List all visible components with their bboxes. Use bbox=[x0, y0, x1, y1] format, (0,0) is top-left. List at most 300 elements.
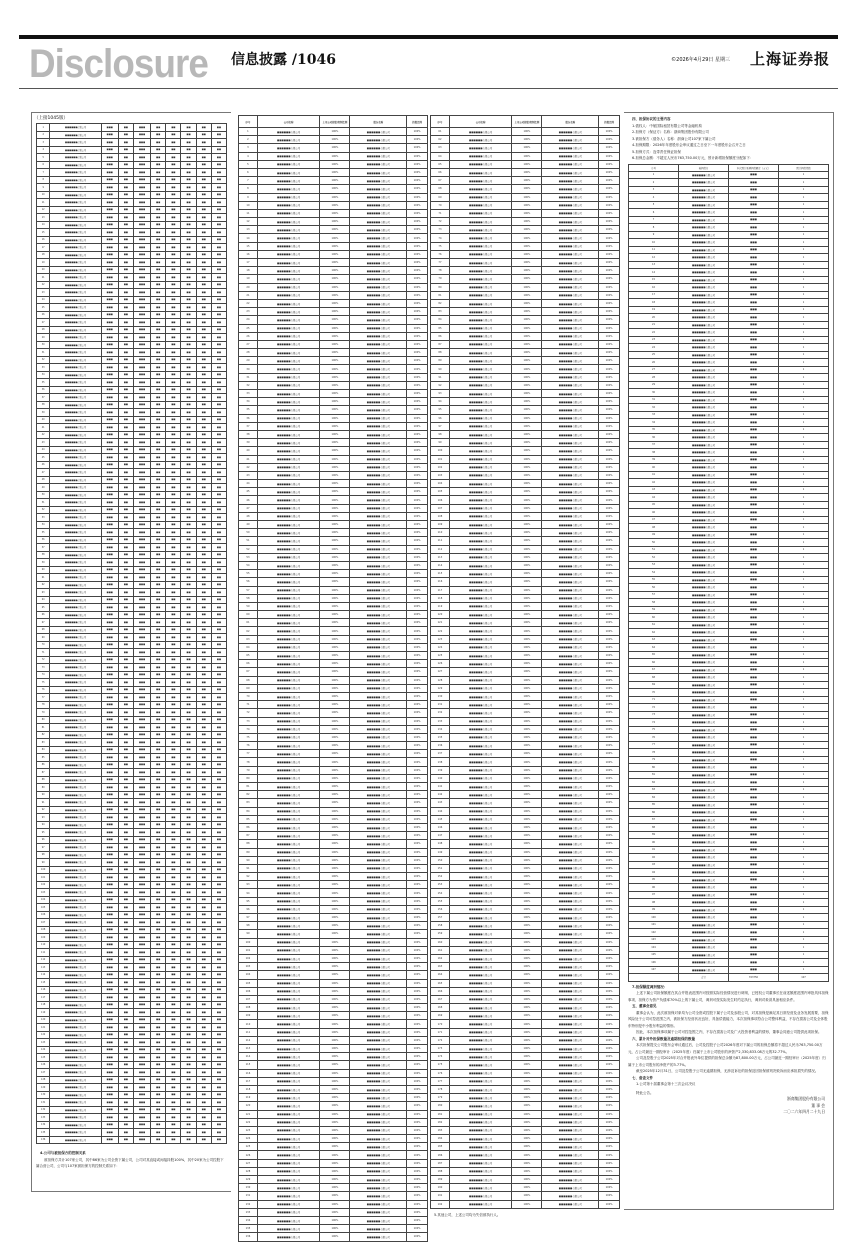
table-cell: ■■■■■■有限公司 bbox=[542, 299, 599, 307]
table-cell: ■■■■■■有限公司 bbox=[350, 594, 407, 602]
table-cell: ■■■ bbox=[133, 1084, 150, 1092]
table-cell: ■■ bbox=[211, 221, 226, 229]
table-cell: ■■ bbox=[166, 1016, 181, 1024]
table-cell: ■■■ bbox=[101, 964, 118, 972]
table-cell: ■■ bbox=[181, 911, 196, 919]
table-cell: ■■■■■■有限公司 bbox=[542, 791, 599, 799]
table-cell: ■■■■■■有限公司 bbox=[350, 864, 407, 872]
table-cell: ■■ bbox=[181, 319, 196, 327]
table-cell: ■■ bbox=[150, 259, 165, 267]
table-row bbox=[239, 742, 428, 750]
table-cell: 105 bbox=[431, 488, 450, 496]
table-cell: ■■ bbox=[166, 866, 181, 874]
table-cell: ■■■■■■有限公司 bbox=[449, 1110, 511, 1118]
table-cell: 100% bbox=[599, 471, 620, 479]
table-row bbox=[37, 724, 227, 732]
table-row bbox=[431, 1036, 620, 1044]
table-row bbox=[431, 242, 620, 250]
table-cell: ■■ bbox=[211, 806, 226, 814]
table-cell: ■■ bbox=[150, 476, 165, 484]
table-row bbox=[629, 651, 829, 659]
table-cell: 110 bbox=[239, 1020, 258, 1028]
table-cell: ■■■■■■有限公司 bbox=[679, 764, 729, 772]
table-header-row bbox=[431, 116, 620, 128]
table-cell: ■■■ bbox=[101, 191, 118, 199]
table-cell: ■■ bbox=[181, 529, 196, 537]
table-row bbox=[431, 725, 620, 733]
table-cell: ■■ bbox=[211, 724, 226, 732]
table-row bbox=[629, 216, 829, 224]
table-cell: ■■■■■■有限公司 bbox=[679, 329, 729, 337]
table-cell: 84 bbox=[431, 316, 450, 324]
table-cell: ■■ bbox=[196, 1106, 211, 1114]
table-cell: ■■ bbox=[181, 1001, 196, 1009]
table-cell: 100% bbox=[599, 422, 620, 430]
table-cell: 100% bbox=[512, 471, 542, 479]
table-cell: 100% bbox=[599, 529, 620, 537]
table-cell: ■■■■■■有限公司 bbox=[542, 349, 599, 357]
table-cell: ■■ bbox=[166, 514, 181, 522]
table-cell: ■■ bbox=[196, 836, 211, 844]
table-cell: 100% bbox=[599, 774, 620, 782]
table-cell: ■■ bbox=[150, 836, 165, 844]
table-cell: 100% bbox=[599, 291, 620, 299]
table-row bbox=[629, 629, 829, 637]
table-cell: 46 bbox=[239, 496, 258, 504]
table-row bbox=[629, 569, 829, 577]
table-cell: ■■■■■■有限公司 bbox=[449, 758, 511, 766]
table-cell: ■■ bbox=[196, 506, 211, 514]
table-cell: 118 bbox=[431, 594, 450, 602]
table-cell: 100% bbox=[407, 168, 428, 176]
table-row bbox=[431, 733, 620, 741]
table-cell: ■■ bbox=[196, 236, 211, 244]
table-cell: ■■■ bbox=[101, 851, 118, 859]
table-cell: ■■■■■■有限公司 bbox=[50, 431, 101, 439]
table-cell: ■■■ bbox=[133, 934, 150, 942]
table-cell: 85 bbox=[629, 801, 679, 809]
table-cell: ■■ bbox=[150, 386, 165, 394]
table-cell: 100% bbox=[512, 873, 542, 881]
table-cell: ■■■ bbox=[133, 776, 150, 784]
table-cell: ■■■■■■有限公司 bbox=[50, 544, 101, 552]
table-row bbox=[37, 1091, 227, 1099]
table-cell: ■■■■■■有限公司 bbox=[542, 177, 599, 185]
table-cell: ■■ bbox=[166, 656, 181, 664]
table-cell: 149 bbox=[431, 848, 450, 856]
table-cell: 100% bbox=[320, 897, 350, 905]
table-cell: 100% bbox=[407, 750, 428, 758]
table-cell: ■■■■■■有限公司 bbox=[50, 686, 101, 694]
table-cell: ■■ bbox=[150, 686, 165, 694]
table-row bbox=[629, 351, 829, 359]
table-cell: 1 bbox=[37, 124, 50, 132]
table-cell: ■■■ bbox=[133, 439, 150, 447]
table-cell: 96 bbox=[629, 884, 679, 892]
table-cell: 1 bbox=[779, 741, 829, 749]
column-header: 上市公司持股/控制比例 bbox=[512, 116, 542, 128]
table-cell: ■■ bbox=[150, 371, 165, 379]
table-cell: ■■■■■■有限公司 bbox=[50, 296, 101, 304]
table-cell: 100% bbox=[407, 209, 428, 217]
table-cell: ■■■ bbox=[101, 236, 118, 244]
table-cell: ■■ bbox=[181, 244, 196, 252]
table-row bbox=[239, 758, 428, 766]
table-cell: ■■■ bbox=[729, 471, 779, 479]
table-cell: ■■■ bbox=[133, 476, 150, 484]
table-cell: ■■■ bbox=[133, 1054, 150, 1062]
table-row bbox=[629, 336, 829, 344]
table-cell: ■■ bbox=[196, 341, 211, 349]
table-cell: ■■■ bbox=[729, 734, 779, 742]
table-cell: ■■ bbox=[181, 581, 196, 589]
table-cell: ■■ bbox=[181, 1024, 196, 1032]
table-row bbox=[239, 537, 428, 545]
table-cell: ■■■■■■有限公司 bbox=[50, 881, 101, 889]
table-cell: 98 bbox=[629, 899, 679, 907]
table-row bbox=[629, 201, 829, 209]
table-cell: ■■■■■■有限公司 bbox=[449, 832, 511, 840]
table-cell: ■■ bbox=[166, 626, 181, 634]
table-cell: ■■■■■■有限公司 bbox=[350, 815, 407, 823]
table-cell: ■■■■■■有限公司 bbox=[449, 905, 511, 913]
table-cell: 100% bbox=[599, 324, 620, 332]
table-cell: ■■■ bbox=[101, 341, 118, 349]
table-cell: ■■ bbox=[211, 446, 226, 454]
table-cell: ■■ bbox=[166, 244, 181, 252]
table-cell: ■■■■■■有限公司 bbox=[449, 742, 511, 750]
table-cell: ■■ bbox=[118, 349, 133, 357]
table-row bbox=[629, 876, 829, 884]
signature-block bbox=[624, 1090, 833, 1116]
table-cell: ■■■ bbox=[729, 929, 779, 937]
table-cell: ■■■■■■有限公司 bbox=[257, 602, 319, 610]
table-cell: 40 bbox=[629, 464, 679, 472]
table-cell: ■■ bbox=[118, 559, 133, 567]
table-cell: ■■■ bbox=[101, 199, 118, 207]
table-cell: ■■ bbox=[150, 941, 165, 949]
table-cell: ■■■■■■有限公司 bbox=[50, 559, 101, 567]
table-row bbox=[37, 476, 227, 484]
table-row bbox=[431, 250, 620, 258]
table-cell: ■■ bbox=[211, 1076, 226, 1084]
table-cell: 100% bbox=[599, 676, 620, 684]
table-cell: 165 bbox=[431, 979, 450, 987]
table-cell: ■■ bbox=[166, 589, 181, 597]
table-cell: 100% bbox=[512, 1085, 542, 1093]
table-row bbox=[431, 447, 620, 455]
table-cell: ■■■■■■有限公司 bbox=[257, 1126, 319, 1134]
table-cell: ■■■■■■有限公司 bbox=[350, 914, 407, 922]
table-cell: 100% bbox=[512, 308, 542, 316]
table-cell: ■■ bbox=[150, 319, 165, 327]
table-cell: ■■■■■■有限公司 bbox=[542, 1167, 599, 1175]
table-row bbox=[37, 251, 227, 259]
table-cell: ■■ bbox=[211, 259, 226, 267]
table-cell: 100% bbox=[407, 447, 428, 455]
table-row bbox=[239, 823, 428, 831]
table-cell: ■■ bbox=[211, 544, 226, 552]
table-cell: 100% bbox=[512, 684, 542, 692]
table-cell: ■■ bbox=[196, 769, 211, 777]
table-cell: ■■■ bbox=[101, 386, 118, 394]
table-cell: 100% bbox=[320, 267, 350, 275]
table-row bbox=[37, 566, 227, 574]
table-cell: 100% bbox=[599, 332, 620, 340]
table-cell: ■■■■■■有限公司 bbox=[257, 1118, 319, 1126]
table-cell: ■■ bbox=[196, 971, 211, 979]
table-cell: ■■ bbox=[150, 356, 165, 364]
table-cell: ■■■■■■有限公司 bbox=[257, 463, 319, 471]
table-row bbox=[629, 621, 829, 629]
table-cell: ■■■ bbox=[101, 469, 118, 477]
table-cell: ■■■■■■有限公司 bbox=[679, 216, 729, 224]
table-cell: ■■■■■■有限公司 bbox=[350, 152, 407, 160]
table-cell: ■■■ bbox=[101, 499, 118, 507]
table-cell: 100% bbox=[599, 979, 620, 987]
table-cell: 67 bbox=[431, 177, 450, 185]
table-cell: ■■■■■■有限公司 bbox=[449, 529, 511, 537]
table-cell: ■■ bbox=[118, 251, 133, 259]
table-cell: ■■ bbox=[196, 296, 211, 304]
table-cell: ■■ bbox=[211, 311, 226, 319]
table-cell: ■■ bbox=[118, 956, 133, 964]
table-cell: ■■ bbox=[181, 446, 196, 454]
table-cell: ■■ bbox=[196, 859, 211, 867]
table-row bbox=[37, 506, 227, 514]
table-row bbox=[37, 544, 227, 552]
table-cell: ■■■■■■有限公司 bbox=[257, 430, 319, 438]
table-cell: ■■ bbox=[118, 514, 133, 522]
table-cell: ■■■ bbox=[101, 859, 118, 867]
table-cell: ■■■ bbox=[101, 874, 118, 882]
table-cell: 63 bbox=[431, 144, 450, 152]
table-cell: ■■■ bbox=[133, 236, 150, 244]
table-cell: 77 bbox=[431, 259, 450, 267]
table-cell: ■■ bbox=[118, 244, 133, 252]
table-cell: ■■ bbox=[181, 379, 196, 387]
table-cell: ■■ bbox=[150, 221, 165, 229]
table-cell: ■■■■■■有限公司 bbox=[679, 651, 729, 659]
table-cell: ■■■ bbox=[101, 986, 118, 994]
table-cell: ■■■■■■有限公司 bbox=[679, 606, 729, 614]
table-cell: 119 bbox=[37, 1009, 50, 1017]
table-cell: 100% bbox=[407, 823, 428, 831]
table-cell: 39 bbox=[37, 409, 50, 417]
table-cell: ■■■■■■有限公司 bbox=[50, 259, 101, 267]
table-cell: ■■■■■■有限公司 bbox=[449, 611, 511, 619]
header-rule bbox=[19, 88, 838, 89]
table-cell: 100% bbox=[320, 905, 350, 913]
table-cell: ■■■ bbox=[729, 224, 779, 232]
table-cell: ■■■■■■有限公司 bbox=[542, 914, 599, 922]
table-cell: 100% bbox=[407, 578, 428, 586]
table-cell: 1 bbox=[779, 786, 829, 794]
table-cell: 100% bbox=[512, 758, 542, 766]
table-cell: ■■■ bbox=[133, 1106, 150, 1114]
table-cell: ■■ bbox=[196, 259, 211, 267]
table-cell: ■■■■■■有限公司 bbox=[542, 1028, 599, 1036]
table-cell: 37 bbox=[37, 394, 50, 402]
table-cell: 76 bbox=[629, 734, 679, 742]
table-cell: ■■■■■■有限公司 bbox=[50, 521, 101, 529]
table-row bbox=[239, 995, 428, 1003]
table-cell: ■■ bbox=[196, 596, 211, 604]
table-cell: 97 bbox=[431, 422, 450, 430]
table-cell: 100% bbox=[407, 897, 428, 905]
control-relation-heading: 4.公司与被担保方的控制关系 bbox=[40, 1151, 86, 1155]
table-cell: ■■■■■■有限公司 bbox=[542, 684, 599, 692]
table-cell: ■■■■■■有限公司 bbox=[257, 1216, 319, 1224]
table-cell: ■■■ bbox=[101, 866, 118, 874]
table-cell: ■■■■■■有限公司 bbox=[350, 578, 407, 586]
table-cell: ■■■ bbox=[133, 424, 150, 432]
table-cell: 105 bbox=[37, 904, 50, 912]
table-cell: 100% bbox=[320, 954, 350, 962]
table-row bbox=[239, 349, 428, 357]
table-row bbox=[37, 439, 227, 447]
table-cell: 47 bbox=[37, 469, 50, 477]
table-cell: ■■■■■■有限公司 bbox=[257, 209, 319, 217]
table-cell: 1 bbox=[779, 689, 829, 697]
table-cell: ■■ bbox=[166, 394, 181, 402]
table-cell: 115 bbox=[37, 979, 50, 987]
table-cell: 9 bbox=[629, 231, 679, 239]
table-cell: 21 bbox=[239, 291, 258, 299]
table-cell: ■■■ bbox=[101, 139, 118, 147]
table-cell: ■■ bbox=[196, 776, 211, 784]
table-cell: 1 bbox=[779, 809, 829, 817]
table-cell: 16 bbox=[37, 236, 50, 244]
table-cell: 48 bbox=[239, 512, 258, 520]
table-cell: ■■■■■■有限公司 bbox=[50, 191, 101, 199]
table-cell: ■■■ bbox=[729, 921, 779, 929]
table-cell: ■■■■■■有限公司 bbox=[50, 934, 101, 942]
table-cell: 100% bbox=[512, 291, 542, 299]
table-cell: ■■ bbox=[150, 176, 165, 184]
table-row bbox=[239, 259, 428, 267]
table-cell: ■■ bbox=[166, 431, 181, 439]
table-cell: ■■■■■■有限公司 bbox=[350, 160, 407, 168]
table-cell: ■■ bbox=[118, 1069, 133, 1077]
table-cell: ■■ bbox=[150, 169, 165, 177]
table-cell: ■■■■■■有限公司 bbox=[542, 455, 599, 463]
table-cell: ■■ bbox=[196, 581, 211, 589]
table-cell: ■■■■■■有限公司 bbox=[350, 799, 407, 807]
table-cell: ■■■■■■有限公司 bbox=[542, 578, 599, 586]
table-cell: 89 bbox=[431, 357, 450, 365]
table-row bbox=[239, 848, 428, 856]
table-cell: ■■ bbox=[181, 1084, 196, 1092]
table-cell: ■■■■■■有限公司 bbox=[542, 1159, 599, 1167]
table-cell: 100% bbox=[599, 1036, 620, 1044]
table-cell: 107 bbox=[37, 919, 50, 927]
table-cell: 100% bbox=[512, 234, 542, 242]
table-cell: 100% bbox=[407, 709, 428, 717]
table-cell: ■■■■■■有限公司 bbox=[449, 652, 511, 660]
table-cell: 24 bbox=[37, 296, 50, 304]
table-cell: ■■■■■■有限公司 bbox=[449, 291, 511, 299]
table-cell: ■■■ bbox=[133, 671, 150, 679]
table-row bbox=[239, 1053, 428, 1061]
table-row bbox=[239, 521, 428, 529]
table-cell: ■■■ bbox=[101, 1046, 118, 1054]
table-cell: 1 bbox=[779, 711, 829, 719]
table-row bbox=[37, 664, 227, 672]
table-cell: ■■■■■■有限公司 bbox=[542, 185, 599, 193]
table-row bbox=[239, 480, 428, 488]
table-cell: 107 bbox=[779, 974, 829, 982]
table-cell: ■■■■■■有限公司 bbox=[679, 246, 729, 254]
table-cell: ■■ bbox=[211, 776, 226, 784]
table-cell: 100% bbox=[512, 856, 542, 864]
table-cell: ■■■■■■有限公司 bbox=[542, 226, 599, 234]
table-cell: ■■ bbox=[211, 1009, 226, 1017]
table-cell: 100% bbox=[320, 259, 350, 267]
table-cell: ■■■■■■有限公司 bbox=[542, 635, 599, 643]
table-cell: 164 bbox=[431, 971, 450, 979]
table-cell: 1 bbox=[779, 239, 829, 247]
table-cell: ■■ bbox=[181, 221, 196, 229]
table-cell: ■■■■■■有限公司 bbox=[350, 766, 407, 774]
table-cell: ■■ bbox=[118, 1009, 133, 1017]
table-cell: ■■■■■■有限公司 bbox=[50, 221, 101, 229]
table-cell: 126 bbox=[37, 1061, 50, 1069]
table-row bbox=[37, 596, 227, 604]
table-cell: ■■ bbox=[181, 626, 196, 634]
table-cell: ■■■■■■有限公司 bbox=[449, 578, 511, 586]
table-cell: 7 bbox=[37, 169, 50, 177]
table-cell: ■■■■■■有限公司 bbox=[679, 434, 729, 442]
table-row bbox=[431, 324, 620, 332]
table-cell: ■■■■■■有限公司 bbox=[449, 750, 511, 758]
table-row bbox=[431, 1020, 620, 1028]
table-cell: 117 bbox=[37, 994, 50, 1002]
table-cell: ■■■■■■有限公司 bbox=[50, 604, 101, 612]
table-cell: ■■■■■■有限公司 bbox=[350, 832, 407, 840]
table-cell: 1 bbox=[779, 329, 829, 337]
table-cell: ■■■■■■有限公司 bbox=[257, 889, 319, 897]
table-row bbox=[629, 261, 829, 269]
table-cell: 156 bbox=[431, 905, 450, 913]
table-cell: 100% bbox=[320, 553, 350, 561]
table-cell: ■■■ bbox=[133, 1016, 150, 1024]
table-cell: ■■ bbox=[181, 386, 196, 394]
table-cell: ■■■ bbox=[729, 381, 779, 389]
table-cell: ■■■■■■有限公司 bbox=[542, 275, 599, 283]
column-header: 持股比例 bbox=[407, 116, 428, 128]
table-cell: ■■■■■■有限公司 bbox=[50, 731, 101, 739]
table-cell: ■■■ bbox=[101, 401, 118, 409]
table-cell: ■■■■■■有限公司 bbox=[350, 414, 407, 422]
table-cell: ■■ bbox=[150, 379, 165, 387]
table-cell: 100 bbox=[37, 866, 50, 874]
table-cell: ■■ bbox=[150, 956, 165, 964]
table-row bbox=[37, 821, 227, 829]
table-cell: 100% bbox=[512, 1077, 542, 1085]
table-row bbox=[629, 419, 829, 427]
table-cell: ■■ bbox=[118, 304, 133, 312]
table-row bbox=[37, 229, 227, 237]
table-cell: ■■■■■■有限公司 bbox=[257, 946, 319, 954]
table-cell: ■■ bbox=[150, 409, 165, 417]
issue-date: ©2026年4月29日 星期三 bbox=[671, 57, 730, 63]
table-cell: ■■■■■■有限公司 bbox=[449, 168, 511, 176]
table-cell: 122 bbox=[239, 1118, 258, 1126]
table-cell: ■■ bbox=[211, 754, 226, 762]
table-cell: 100% bbox=[512, 864, 542, 872]
table-cell: ■■■■■■有限公司 bbox=[350, 611, 407, 619]
